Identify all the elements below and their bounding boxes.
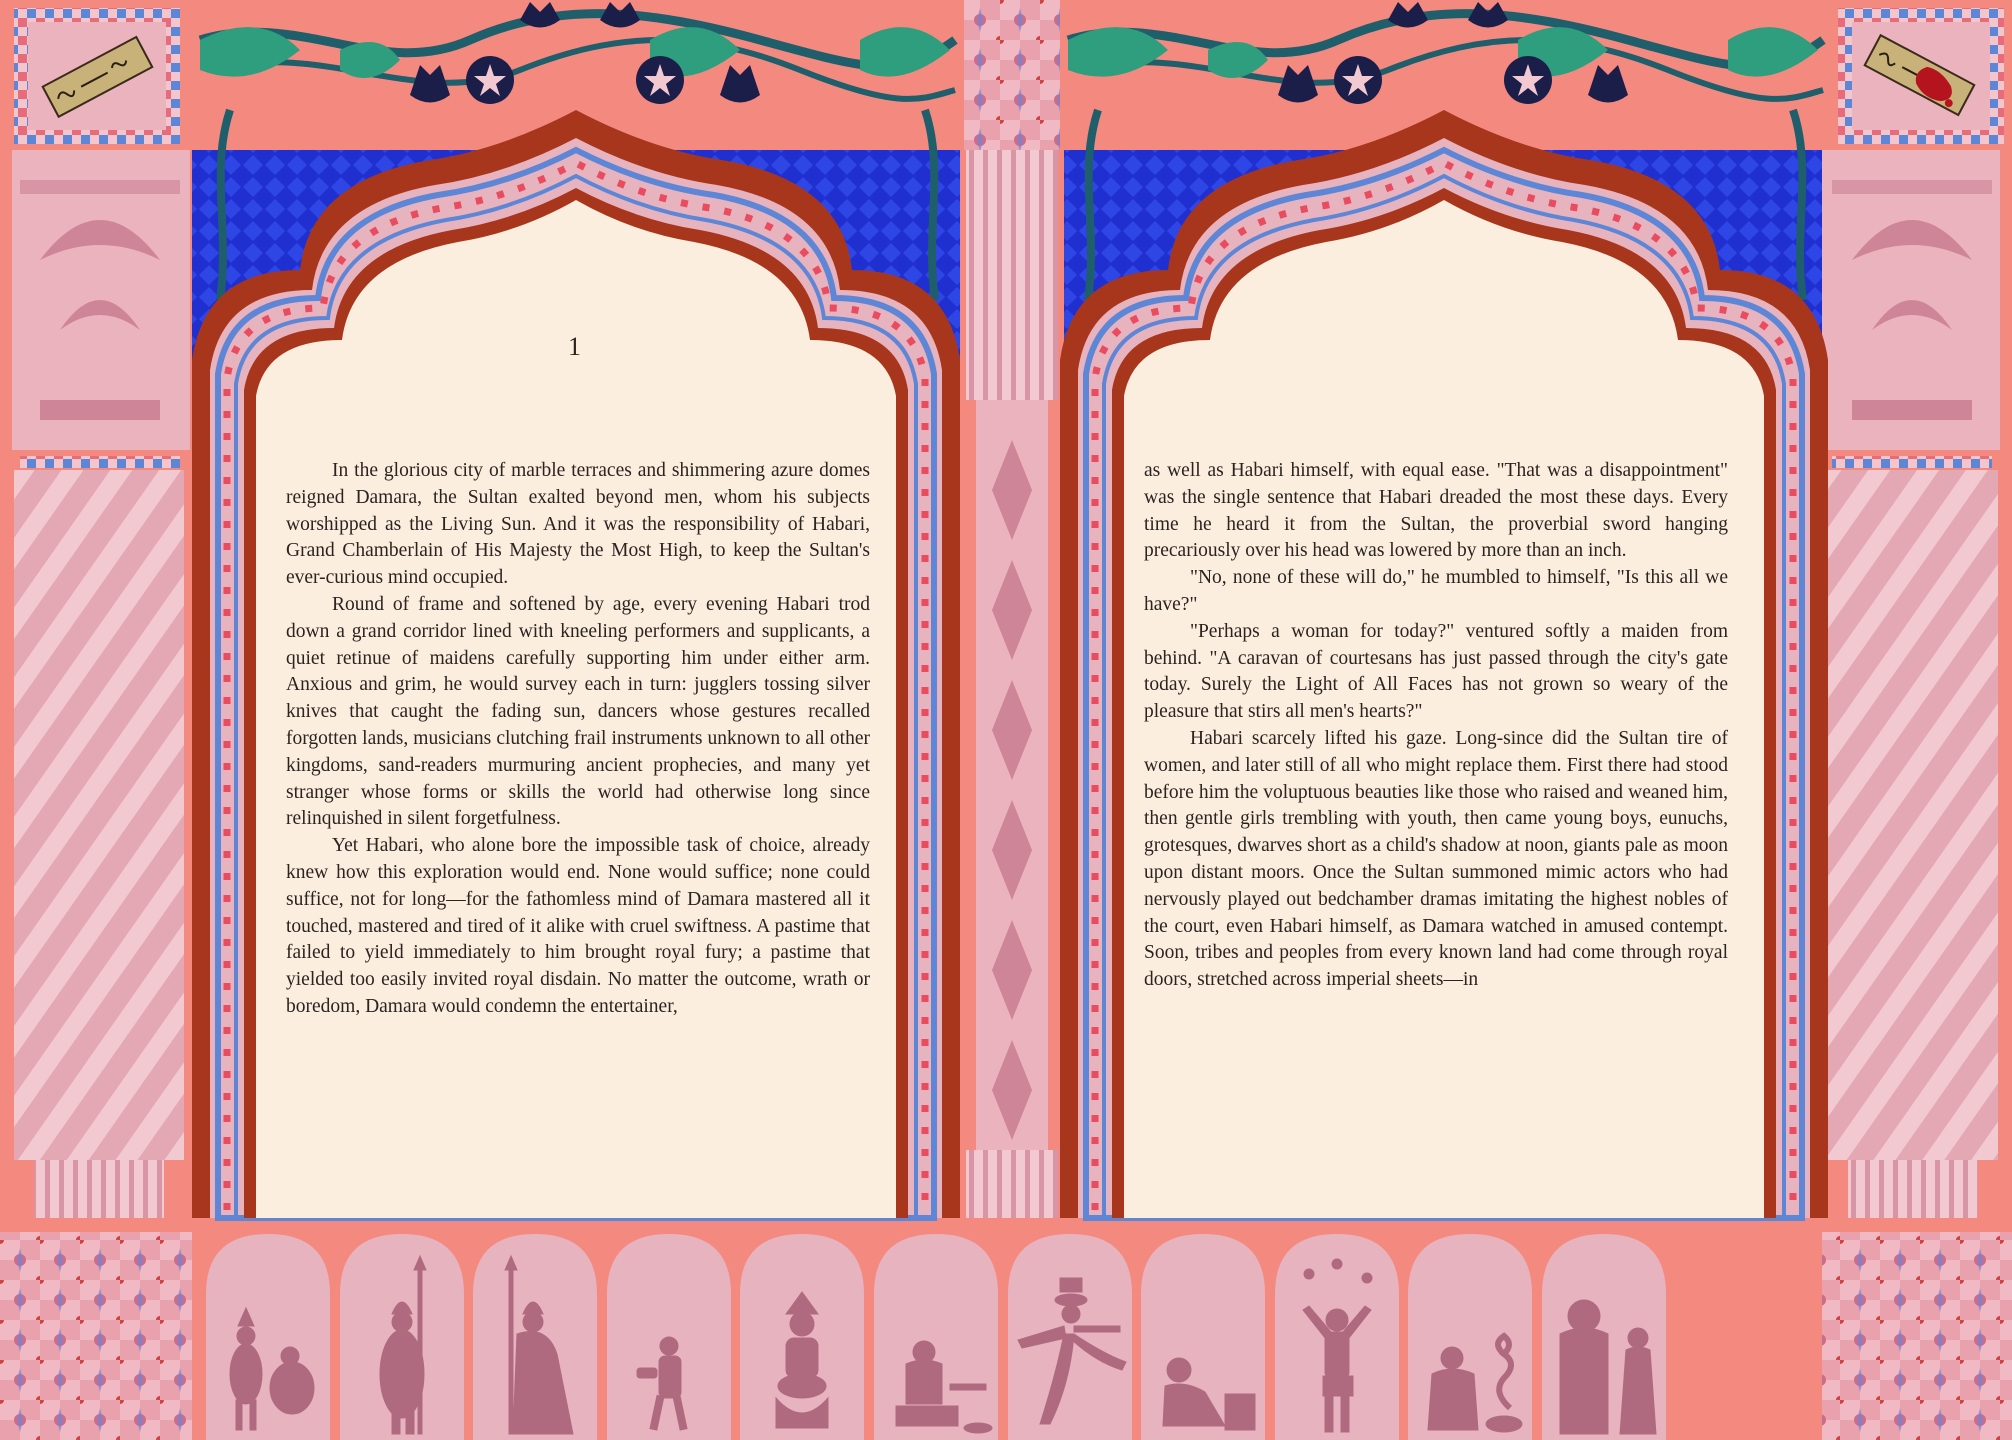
bloodied-note-card-icon[interactable] (1852, 24, 1986, 128)
left-paragraph-1: In the glorious city of marble terraces and shimmering azure domes reigned Damara, the Sultan exalted beyond men, whom his subjects worshipped as the Living Sun. And it was the responsibility of Habari, Grand Chamberlain of His Majesty the Most High, to keep the Sultan's ever-curious mind occupied. (286, 460, 870, 589)
note-card-icon[interactable] (30, 24, 164, 128)
left-paragraph-3: Yet Habari, who alone bore the impossible task of choice, already knew how this exploration would end. None would suffice; none could suffice, not for long—for the fathomless mind of Damara mastered all it touched, mastered and tired of it alike with cruel swiftness. A pastime that failed to yield immediately to him brought royal fury; a pastime that yielded too easily invited royal disdain. No matter the outcome, wrath or boredom, Damara would condemn the entertainer, (286, 835, 870, 1017)
right-paragraph-4: Habari scarcely lifted his gaze. Long-since did the Sultan tire of women, and later still of all who might replace them. First there had stood before him the voluptuous beauties like those who raised and weaned him, then gentle girls trembling with youth, then came young boys, eunuchs, grotesques, dwarves short as a child's shadow at noon, giants pale as moon upon distant moors. Once the Sultan summoned mimic actors who had nervously played out bedchamber dramas imitating the highest nobles of the court, even Habari himself, as Damara watched in amused contempt. Soon, tribes and peoples from every known land had come through royal doors, stretched across imperial sheets—in (1144, 727, 1728, 991)
juggler-icon[interactable] (1275, 1234, 1399, 1440)
jester-drummer-icon[interactable] (740, 1234, 864, 1440)
sand-reader-icon[interactable] (874, 1234, 998, 1440)
performer-choice-strip (204, 1234, 1816, 1440)
right-paragraph-3: "Perhaps a woman for today?" ventured softly a maiden from behind. "A caravan of courtesans has just passed through the city's gate today. Surely the Light of All Faces has not grown so weary of the pleasure that stirs all men's hearts?" (1144, 620, 1728, 723)
acrobat-dancer-icon[interactable] (1008, 1234, 1132, 1440)
left-page-text (286, 458, 870, 1021)
right-paragraph-2: "No, none of these will do," he mumbled to himself, "Is this all we have?" (1144, 567, 1728, 615)
left-paragraph-2: Round of frame and softened by age, every evening Habari trod down a grand corridor lined with kneeling performers and supplicants, a quiet retinue of maidens carefully supporting him under either arm. Anxious and grim, he would survey each in turn: jugglers tossing silver knives that caught the fading sun, dancers whose gestures recalled forgotten lands, musicians clutching frail instruments unknown to all other kingdoms, sand-readers murmuring ancient prophecies, and many yet stranger whose forms or skills the world had otherwise long since relinquished in silent forgetfulness. (286, 593, 870, 830)
child-carrying-bowl-icon[interactable] (607, 1234, 731, 1440)
right-page-text (1144, 458, 1728, 994)
snake-charmer-icon[interactable] (1408, 1234, 1532, 1440)
right-paragraph-1: as well as Habari himself, with equal ease. "That was a disappointment" was the single sentence that Habari dreaded the most these days. Every time he heard it from the Sultan, the proverbial sword hanging precariously over his head was lowered by more than an inch. (1144, 460, 1728, 562)
caped-guard-icon[interactable] (473, 1234, 597, 1440)
spear-guard-icon[interactable] (340, 1234, 464, 1440)
courtiers-procession-icon[interactable] (206, 1234, 330, 1440)
chapter-number: 1 (568, 332, 581, 361)
kneeling-supplicant-icon[interactable] (1141, 1234, 1265, 1440)
giant-and-maiden-icon[interactable] (1542, 1234, 1666, 1440)
